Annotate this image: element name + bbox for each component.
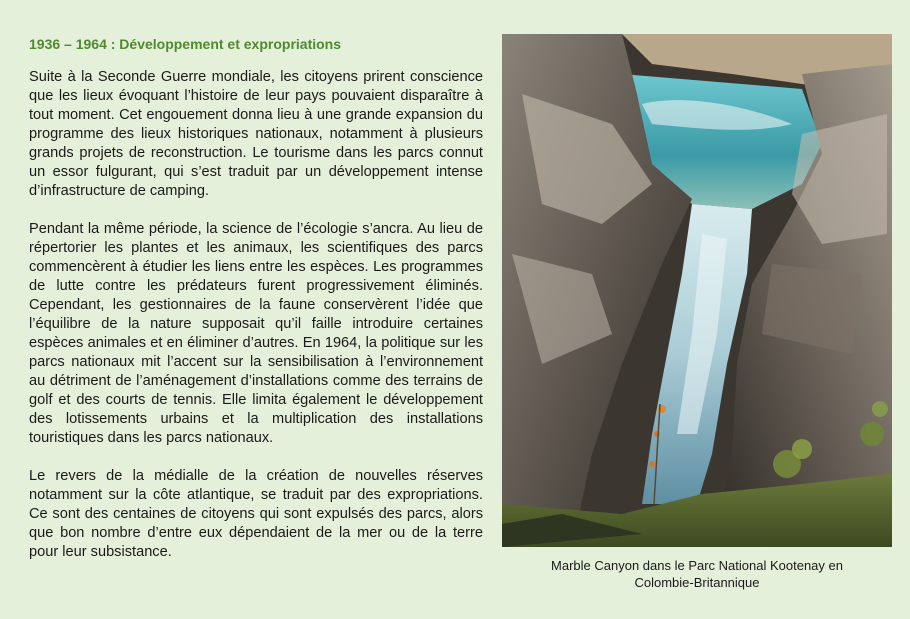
paragraph-3: Le revers de la médialle de la création de nouvelles réserves notamment sur la côte atlantique, se traduit par des expropriations. Ce sont des centaines de citoyens qui sont expulsés des parcs, alors que bon nombre d’entre eux dépendaient de la mer ou de la terre pour leur subsistance. [29,468,483,560]
paragraph-1: Suite à la Seconde Guerre mondiale, les citoyens prirent conscience que les lieux évoquant l’histoire de leur pays pouvaient disparaître à tout moment. Cet engouement donna lieu à une grande expansion du programme des lieux historiques nationaux, notamment à plusieurs grands projets de reconstruction. Le tourisme dans les parcs connut un essor fulgurant, qui s’est traduit par un développement intense d’infrastructure de camping. [29,69,483,199]
photo-caption [502,557,892,591]
body-text [29,68,483,581]
caption-line-1: Marble Canyon dans le Parc National Kootenay en [551,558,843,573]
paragraph-2: Pendant la même période, la science de l’écologie s’ancra. Au lieu de répertorier les plantes et les animaux, les scientifiques des parcs commencèrent à étudier les liens entre les espèces. Les programmes de lutte contre les prédateurs furent progressivement éliminés. Cependant, les gestionnaires de la faune conservèrent l’idée que l’équilibre de la nature supposait qu’il faille introduire certaines espèces animales et en éliminer d’autres. En 1964, la politique sur les parcs nationaux mit l’accent sur la sensibilisation à l’environnement au détriment de l’aménagement d’installations comme des terrains de golf et des courts de tennis. Elle limita également le développement des lotissements urbains et la multiplication des installations touristiques dans les parcs nationaux. [29,221,483,446]
canyon-photo [502,34,892,547]
section-heading: 1936 – 1964 : Développement et expropriations [29,36,342,52]
caption-line-2: Colombie-Britannique [634,575,760,590]
